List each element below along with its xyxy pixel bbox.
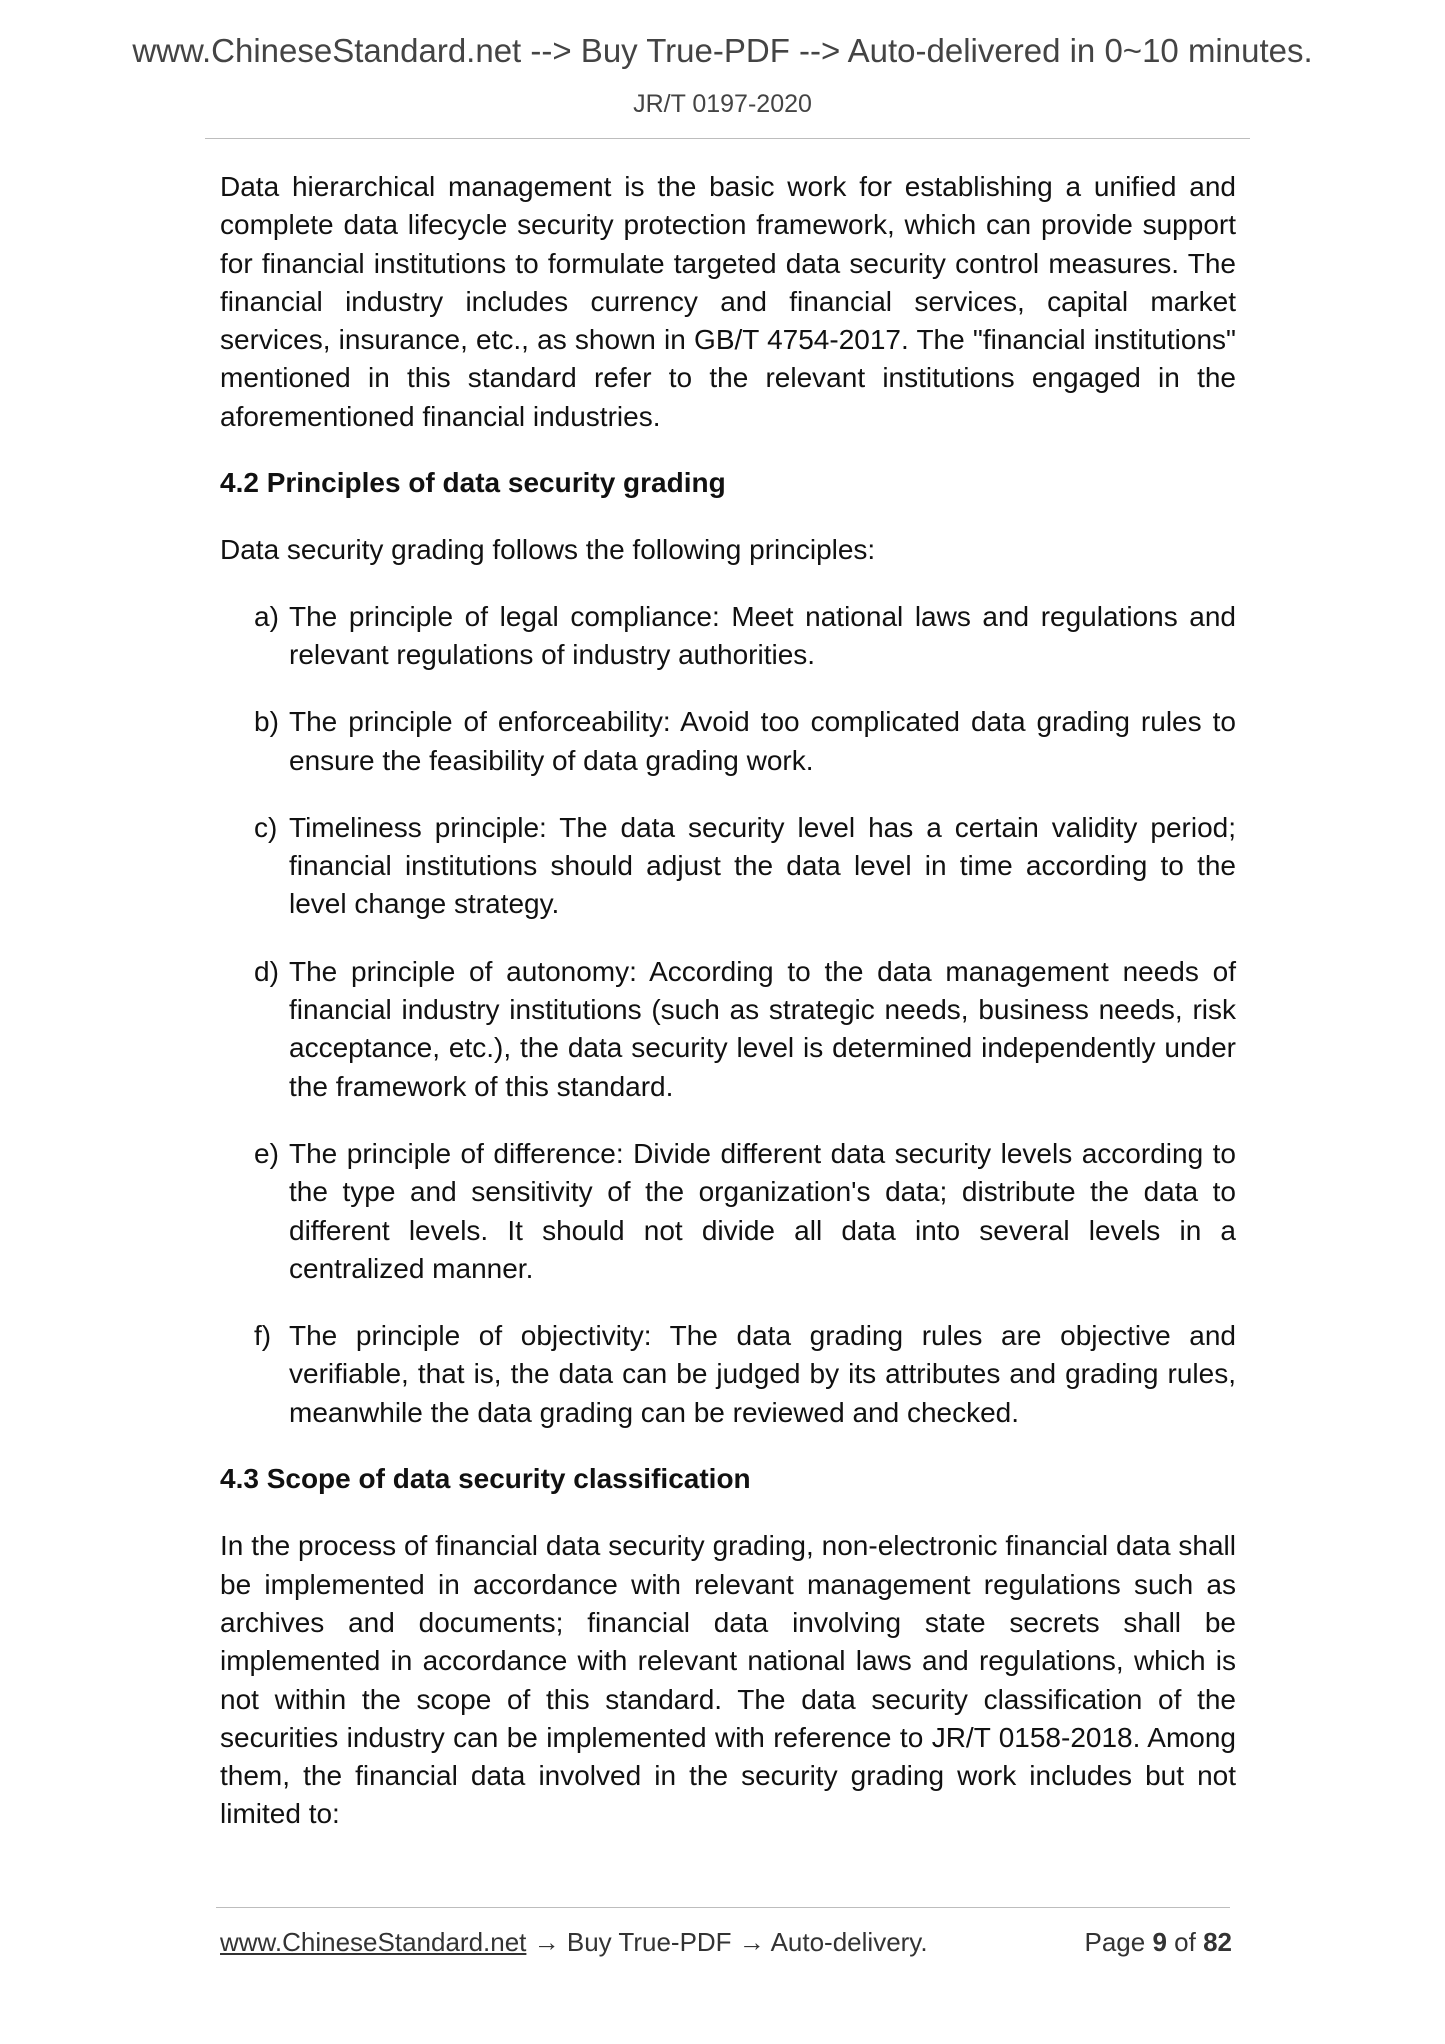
list-marker: e) xyxy=(254,1137,279,1169)
page-label: Page xyxy=(1084,1927,1146,1957)
document-code: JR/T 0197-2020 xyxy=(633,90,812,118)
list-item-text: The principle of difference: Divide different data security levels according to the type and sensitivity of the organization's data; distribute the data to different levels. It should not divide all data into several levels in a centralized manner. xyxy=(289,1137,1236,1284)
list-item xyxy=(254,1317,1236,1432)
list-marker: b) xyxy=(254,706,279,738)
section-4-2-lead: Data security grading follows the following principles: xyxy=(220,534,876,566)
list-item-text: The principle of objectivity: The data grading rules are objective and verifiable, that is, the data can be judged by its attributes and grading rules, meanwhile the data grading can be reviewed and checked. xyxy=(289,1320,1236,1428)
list-item xyxy=(254,1135,1236,1288)
footer-delivery-text: → Buy True-PDF → Auto-delivery. xyxy=(526,1927,928,1957)
list-item xyxy=(254,703,1236,780)
list-item-text: The principle of enforceability: Avoid too complicated data grading rules to ensure the feasibility of data grading work. xyxy=(289,706,1236,776)
list-marker: a) xyxy=(254,600,279,632)
page-of-label: of xyxy=(1174,1927,1196,1957)
site-banner: www.ChineseStandard.net --> Buy True-PDF --> Auto-delivered in 0~10 minutes. xyxy=(132,32,1313,69)
list-item xyxy=(254,953,1236,1106)
list-marker: c) xyxy=(254,811,278,843)
header-divider xyxy=(205,138,1250,139)
section-4-3-paragraph: In the process of financial data security grading, non-electronic financial data shall be implemented in accordance with relevant management regulations such as archives and documents; financial data involving state secrets shall be implemented in accordance with relevant national laws and regulations, which is not within the scope of this standard. The data security classification of the securities industry can be implemented with reference to JR/T 0158-2018. Among them, the financial data involved in the security grading work includes but not limited to: xyxy=(220,1530,1236,1830)
section-heading-4-3: 4.3 Scope of data security classification xyxy=(220,1463,751,1495)
page-total: 82 xyxy=(1203,1927,1232,1957)
page-content xyxy=(220,168,1236,1834)
list-item-text: Timeliness principle: The data security level has a certain validity period; financial institutions should adjust the data level in time according to the level change strategy. xyxy=(289,811,1236,920)
list-item xyxy=(254,809,1236,924)
list-item xyxy=(254,598,1236,675)
intro-paragraph: Data hierarchical management is the basic work for establishing a unified and complete data lifecycle security protection framework, which can provide support for financial institutions to formulate targeted data security control measures. The financial industry includes currency and financial services, capital market services, insurance, etc., as shown in GB/T 4754-2017. The "financial institutions" mentioned in this standard refer to the relevant institutions engaged in the aforementioned financial industries. xyxy=(220,171,1236,432)
page-footer xyxy=(220,1927,1232,1958)
list-marker: d) xyxy=(254,955,279,987)
section-heading-4-2: 4.2 Principles of data security grading xyxy=(220,467,726,499)
list-marker: f) xyxy=(254,1320,272,1352)
footer-divider xyxy=(216,1907,1230,1908)
page-current: 9 xyxy=(1152,1927,1167,1957)
list-item-text: The principle of legal compliance: Meet national laws and regulations and relevant regulations of industry authorities. xyxy=(289,600,1236,670)
page-indicator xyxy=(1084,1927,1232,1958)
footer-site-link[interactable]: www.ChineseStandard.net xyxy=(220,1927,527,1957)
list-item-text: The principle of autonomy: According to the data management needs of financial industry institutions (such as strategic needs, business needs, risk acceptance, etc.), the data security level is determined independently under the framework of this standard. xyxy=(289,955,1236,1102)
